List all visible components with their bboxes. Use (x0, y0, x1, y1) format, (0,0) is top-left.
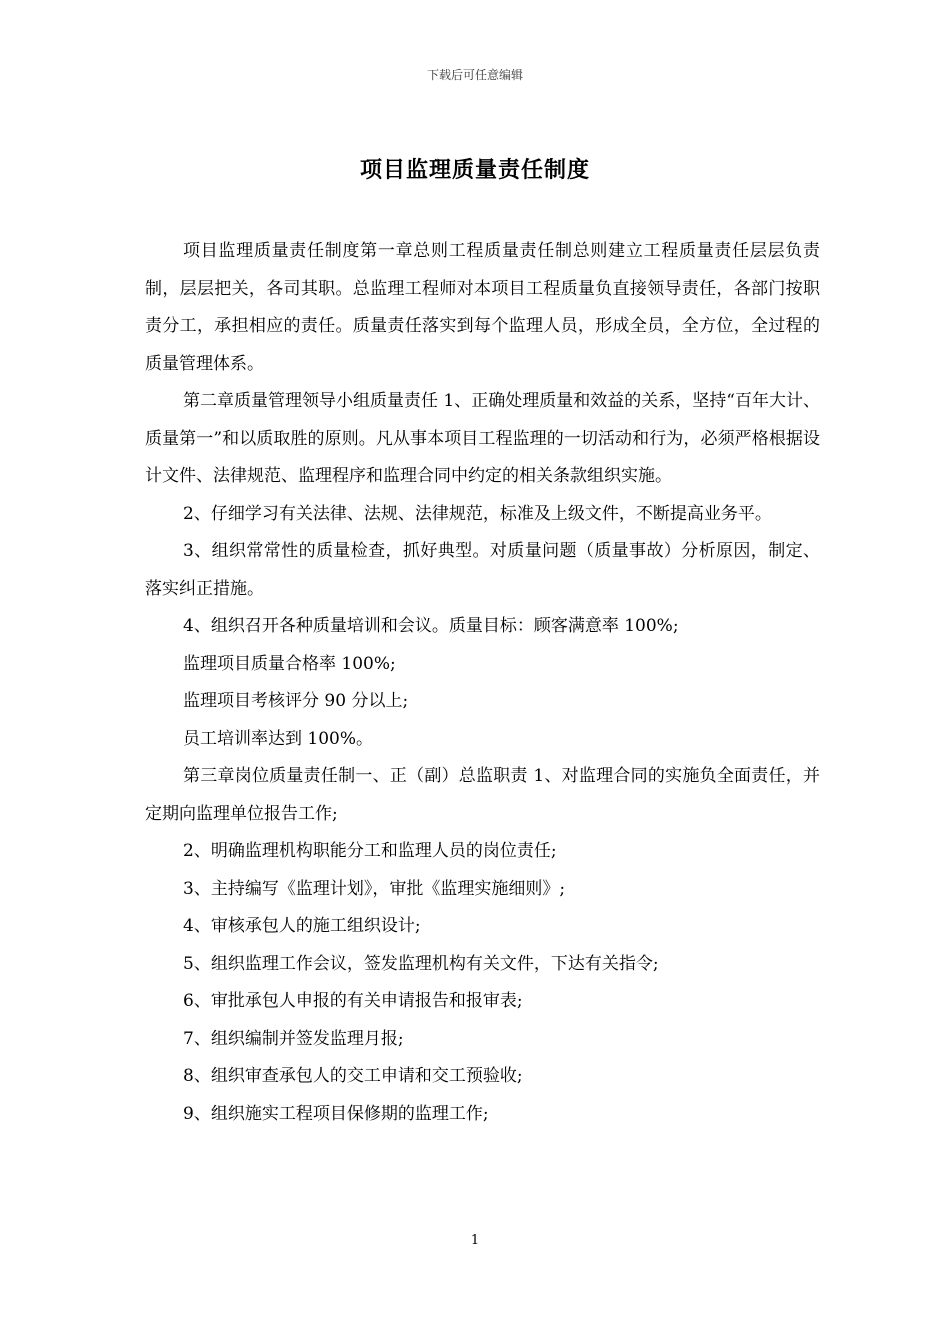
page-number: 1 (470, 1233, 480, 1248)
document-body (145, 233, 820, 1133)
document-title: 项目监理质量责任制度 (359, 157, 590, 183)
paragraph: 5、组织监理工作会议，签发监理机构有关文件，下达有关指令; (183, 953, 659, 974)
paragraph: 2、明确监理机构职能分工和监理人员的岗位责任; (183, 841, 557, 861)
paragraph: 6、审批承包人申报的有关申请报告和报审表; (183, 991, 523, 1011)
paragraph: 项目监理质量责任制度第一章总则工程质量责任制总则建立工程质量责任层层负责制，层层把关，各司其职。总监理工程师对本项目工程质量负直接领导责任，各部门按职责分工，承担相应的责任。质量责任落实到每个监理人员，形成全员，全方位，全过程的质量管理体系。 (145, 241, 820, 374)
paragraph: 3、组织常常性的质量检查，抓好典型。对质量问题（质量事故）分析原因，制定、落实纠正措施。 (145, 541, 820, 599)
paragraph: 员工培训率达到 100%。 (183, 728, 374, 749)
paragraph: 2、仔细学习有关法律、法规、法律规范，标准及上级文件，不断提高业务平。 (183, 503, 772, 524)
paragraph: 4、组织召开各种质量培训和会议。质量目标：顾客满意率 100%; (183, 616, 679, 636)
paragraph: 3、主持编写《监理计划》，审批《监理实施细则》; (183, 878, 566, 899)
paragraph: 第三章岗位质量责任制一、正（副）总监职责 1、对监理合同的实施负全面责任，并定期向监理单位报告工作; (145, 766, 820, 824)
paragraph: 监理项目考核评分 90 分以上; (183, 691, 409, 711)
page-header-note: 下载后可任意编辑 (426, 68, 523, 82)
paragraph: 第二章质量管理领导小组质量责任 1、正确处理质量和效益的关系，坚持“百年大计、质量第一”和以质取胜的原则。凡从事本项目工程监理的一切活动和行为，必须严格根据设计文件、法律规范、监理程序和监理合同中约定的相关条款组织实施。 (145, 391, 820, 486)
paragraph: 7、组织编制并签发监理月报; (183, 1028, 404, 1049)
paragraph: 9、组织施实工程项目保修期的监理工作; (183, 1103, 489, 1124)
paragraph: 8、组织审查承包人的交工申请和交工预验收; (183, 1066, 523, 1086)
paragraph: 监理项目质量合格率 100%; (183, 653, 396, 674)
paragraph: 4、审核承包人的施工组织设计; (183, 916, 421, 936)
